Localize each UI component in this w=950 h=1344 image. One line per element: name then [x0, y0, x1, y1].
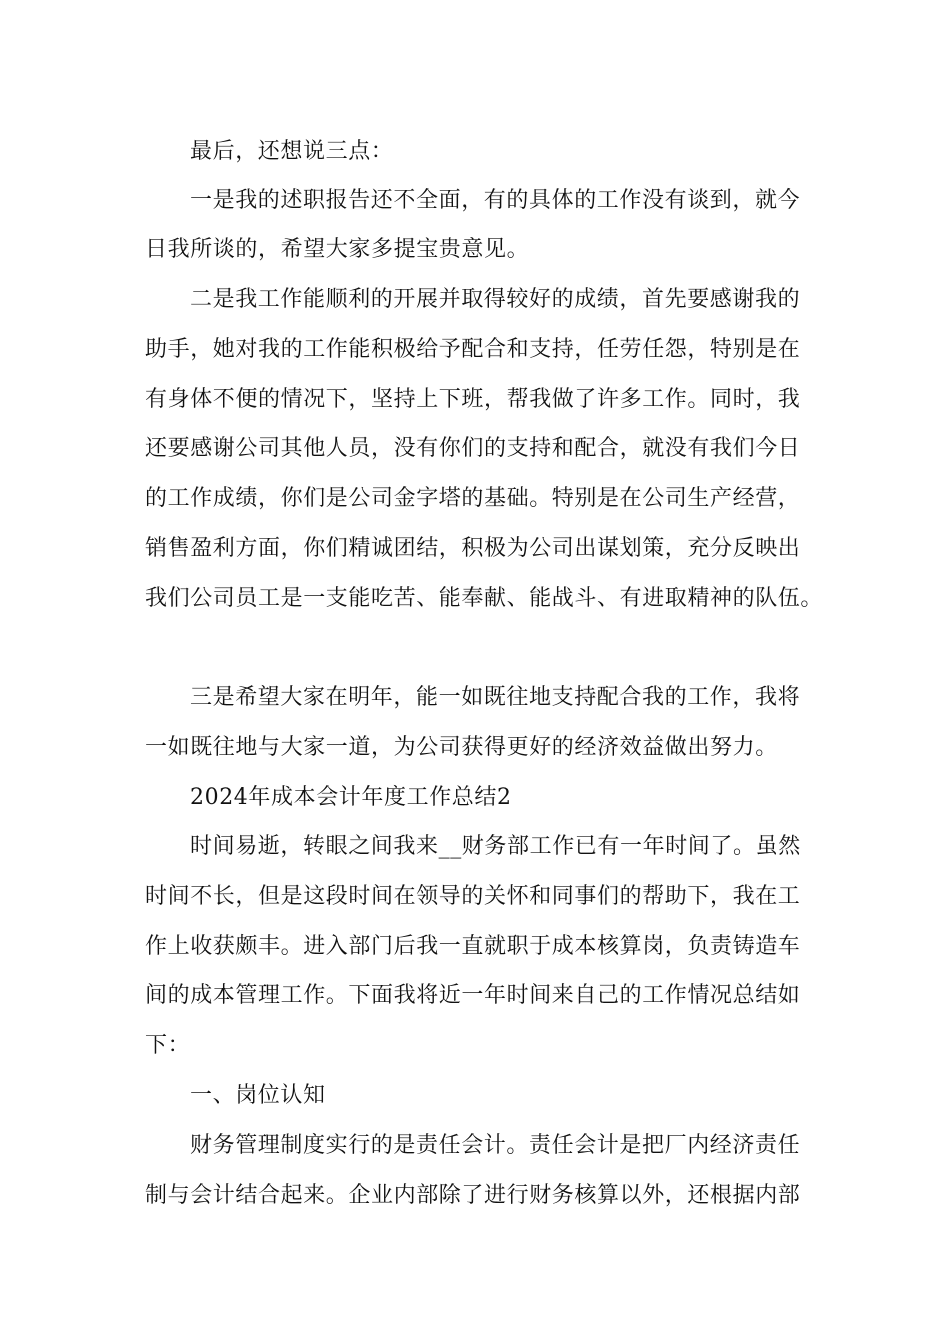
paragraph-role-line: 制与会计结合起来。企业内部除了进行财务核算以外，还根据内部 — [145, 1183, 801, 1208]
paragraph-point-two-line: 销售盈利方面，你们精诚团结，积极为公司出谋划策，充分反映出 — [145, 536, 801, 561]
paragraph-point-two-line: 的工作成绩，你们是公司金字塔的基础。特别是在公司生产经营， — [145, 486, 801, 511]
paragraph-point-two-line: 还要感谢公司其他人员，没有你们的支持和配合，就没有我们今日 — [145, 436, 801, 461]
paragraph-summary-line: 时间易逝，转眼之间我来__财务部工作已有一年时间了。虽然 — [190, 834, 801, 859]
paragraph-role-line: 财务管理制度实行的是责任会计。责任会计是把厂内经济责任 — [190, 1133, 801, 1158]
paragraph-summary-line: 间的成本管理工作。下面我将近一年时间来自己的工作情况总结如 — [145, 983, 801, 1008]
paragraph-point-two-line: 助手，她对我的工作能积极给予配合和支持，任劳任怨，特别是在 — [145, 337, 801, 362]
paragraph-point-one-line: 一是我的述职报告还不全面，有的具体的工作没有谈到，就今 — [190, 188, 801, 213]
paragraph-point-three-line: 三是希望大家在明年，能一如既往地支持配合我的工作，我将 — [190, 685, 801, 710]
paragraph-intro: 最后，还想说三点： — [190, 139, 394, 164]
paragraph-summary-line: 下： — [145, 1033, 191, 1058]
paragraph-summary-line: 时间不长，但是这段时间在领导的关怀和同事们的帮助下，我在工 — [145, 884, 801, 909]
paragraph-point-two-line: 二是我工作能顺利的开展并取得较好的成绩，首先要感谢我的 — [190, 287, 801, 312]
paragraph-point-two-line: 有身体不便的情况下，坚持上下班，帮我做了许多工作。同时，我 — [145, 387, 801, 412]
paragraph-summary-line: 作上收获颇丰。进入部门后我一直就职于成本核算岗，负责铸造车 — [145, 934, 801, 959]
section-heading: 2024年成本会计年度工作总结2 — [190, 785, 512, 810]
subsection-heading: 一、岗位认知 — [190, 1083, 326, 1108]
paragraph-point-two-line: 我们公司员工是一支能吃苦、能奉献、能战斗、有进取精神的队伍。 — [145, 586, 824, 611]
paragraph-point-one-line: 日我所谈的，希望大家多提宝贵意见。 — [145, 237, 530, 262]
paragraph-point-three-line: 一如既往地与大家一道，为公司获得更好的经济效益做出努力。 — [145, 735, 778, 760]
